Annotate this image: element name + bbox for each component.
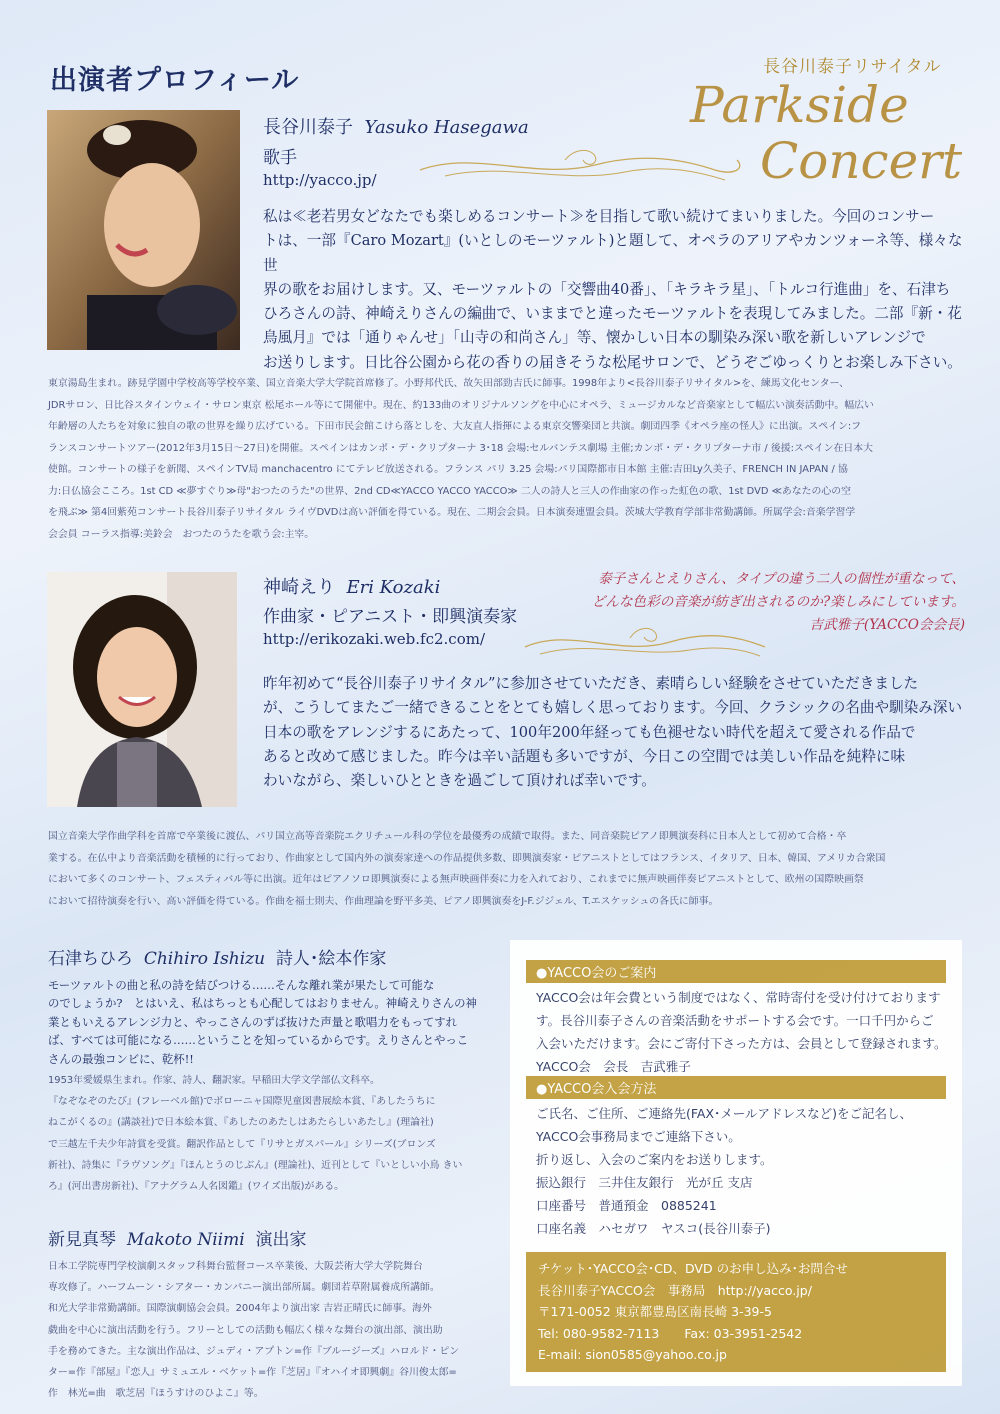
logo-subtitle: 長谷川泰子リサイタル: [763, 57, 942, 77]
info-line: 入会いただけます。会にご寄付下さった方は、会員として登録されます。: [536, 1036, 947, 1051]
p1-bio-line: 東京湯島生まれ。跡見学園中学校高等学校卒業、国立音楽大学大学院首席修了。小野邦代氏、故矢田部勁吉氏に師事。1998年より<長谷川泰子リサイタル>を、練馬文化センター、: [48, 378, 849, 389]
p2-name: [263, 573, 440, 599]
p4-bio-line: 和光大学非常勤講師。国際演劇協会会員。2004年より演出家 吉岩正晴氏に師事。海外: [48, 1303, 432, 1315]
logo-concert: Concert: [760, 132, 963, 190]
p1-intro-line: 鳥風月』では「通りゃんせ」「山寺の和尚さん」等、懐かしい日本の馴染み深い歌を新しいアレンジで: [263, 329, 926, 347]
p1-intro-line: ひろさんの詩、神崎えりさんの編曲で、いままでと違ったモーツァルトを表現してみました。二部『新・花: [263, 305, 962, 323]
info-line: 口座番号 普通預金 0885241: [536, 1198, 717, 1213]
p3-role: 詩人･絵本作家: [275, 949, 387, 969]
info-body-2: [526, 1099, 946, 1240]
p3-intro-line: ば、すべては可能になる……ということを知っているからです。えりさんとやっこ: [48, 1033, 469, 1048]
p2-intro-line: 日本の歌をアレンジするにあたって、100年200年経っても色褪せない時代を超えて愛される作品で: [263, 723, 916, 741]
p2-intro: [263, 672, 973, 793]
p2-intro-line: わいながら、楽しいひとときを過ごして頂ければ幸いです。: [263, 772, 656, 790]
p2-bio-line: において招待演奏を行い、高い評価を得ている。作曲を福士則夫、作曲理論を野平多美、ピアノ即興演奏をJ-F.ジジェル、T.エスケッシュの各氏に師事。: [48, 895, 719, 907]
contact-line[interactable]: 長谷川泰子YACCO会 事務局 http://yacco.jp/: [538, 1282, 812, 1298]
contact-line: Tel: 080-9582-7113 Fax: 03-3951-2542: [538, 1325, 803, 1341]
p1-bio: [48, 373, 968, 545]
p3-bio-line: 1953年愛媛県生まれ。作家、詩人、翻訳家。早稲田大学文学部仏文科卒。: [48, 1075, 380, 1086]
p2-bio: [48, 826, 968, 912]
p4-bio-line: 専攻修了。ハーフムーン・シアター・カンパニー演出部所属。劇団若草附属養成所講師。: [48, 1282, 440, 1294]
p1-intro-line: お送りします。日比谷公園から花の香りの届きそうな松尾サロンで、どうぞごゆっくりとお楽しみ下さい。: [263, 353, 962, 371]
p3-intro-line: 業ともいえるアレンジ力と、やっこさんのずば抜けた声量と歌唱力をもってすれ: [48, 1014, 458, 1029]
p3-bio-line: ろ』(河出書房新社)、『アナグラム人名図鑑』(ワイズ出版)がある。: [48, 1181, 344, 1193]
p1-intro-line: 界の歌をお届けします。又、モーツァルトの「交響曲40番」、「キラキラ星」、「トルコ行進曲」を、石津ち: [263, 280, 951, 298]
p3-bio: [48, 1070, 498, 1197]
info-line: YACCO会事務局までご連絡下さい。: [536, 1129, 741, 1144]
contact-email[interactable]: E-mail: sion0585@yahoo.co.jp: [538, 1347, 727, 1362]
contact-line: 〒171-0052 東京都豊島区南長崎 3-39-5: [538, 1304, 772, 1319]
p1-bio-line: 年齢層の人たちを対象に独自の歌の世界を繰り広げている。下田市民会館こけら落としを、大友直人指揮による東京交響楽団と共演。劇団四季《オペラ座の怪人》に出演。スペイン:フ: [48, 421, 862, 432]
info-line: 口座名義 ハセガワ ヤスコ(長谷川泰子): [536, 1221, 771, 1236]
p3-bio-line: 『なぞなぞのたび』(フレーベル館)でボローニャ国際児童図書展絵本賞、『あしたうちに: [48, 1096, 436, 1108]
p2-name-en: Eri Kozaki: [346, 577, 441, 598]
p1-name-jp: 長谷川泰子: [263, 117, 353, 138]
p4-bio-line: 日本工学院専門学校演劇スタッフ科舞台監督コース卒業後、大阪芸術大学大学院舞台: [48, 1261, 423, 1272]
info-line: YACCO会は年会費という制度ではなく、常時寄付を受け付けております: [536, 990, 941, 1005]
page-title: 出演者プロフィール: [50, 65, 300, 96]
p4-name-en: Makoto Niimi: [126, 1230, 245, 1250]
info-line: ご氏名、ご住所、ご連絡先(FAX･メールアドレスなど)をご記名し、: [536, 1106, 913, 1121]
p1-role: 歌手: [263, 148, 297, 168]
contact-box: [526, 1252, 946, 1372]
logo-parkside: Parkside: [690, 76, 909, 134]
p1-bio-line: 使館。コンサートの様子を新聞、スペインTV局 manchacentro にてテレビ放送される。フランス パリ 3.25 会場:パリ国際都市日本館 主催:吉田Ly久美子、FRENCH IN JAPAN / 協: [48, 464, 848, 475]
p1-bio-line: JDRサロン、日比谷スタインウェイ・サロン東京 松尾ホール等にて開催中。現在、約133曲のオリジナルソングを中心にオペラ、ミュージカルなど音楽家として幅広い演奏活動中。幅広い: [48, 399, 874, 411]
p4-bio-line: 戯曲を中心に演出活動を行う。フリーとしての活動も幅広く様々な舞台の演出部、演出助: [48, 1324, 443, 1336]
p3-intro-line: のでしょうか? とはいえ、私はちっとも心配してはおりません。神崎えりさんの神: [48, 996, 477, 1011]
p1-bio-line: 力:日仏協会こころ。1st CD ≪夢すぐり≫母"おつたのうた"の世界、2nd CD≪YACCO YACCO YACCO≫ 二人の詩人と三人の作曲家の作った虹色の歌、1st DVD ≪あなたの心の空: [48, 485, 852, 497]
p2-bio-line: 国立音楽大学作曲学科を首席で卒業後に渡仏、パリ国立高等音楽院エクリチュール科の学位を最優秀の成績で取得。また、同音楽院ピアノ即興演奏科に日本人として初めて合格・卒: [48, 831, 847, 842]
info-line: す。長谷川泰子さんの音楽活動をサポートする会です。一口千円からご: [536, 1013, 934, 1028]
photo-yasuko-hasegawa: [47, 110, 240, 350]
p3-bio-line: で三越左千夫少年詩賞を受賞。翻訳作品として『リサとガスパール』シリーズ(ブロンズ: [48, 1138, 436, 1150]
p3-name-jp: 石津ちひろ: [48, 949, 133, 969]
info-body-1: [526, 983, 946, 1078]
info-line: YACCO会 会長 吉武雅子: [536, 1059, 691, 1074]
p4-bio-line: 手を務めてきた。主な演出作品は、ジュディ・アプトン=作『ブルージーズ』ハロルド・ピン: [48, 1345, 460, 1357]
p3-name-en: Chihiro Ishizu: [143, 949, 266, 969]
p4-role: 演出家: [255, 1230, 307, 1250]
p1-name: [263, 113, 529, 139]
p3-bio-line: 新社)、詩集に『ラヴソング』『ほんとうのじぶん』(理論社)、近刊として『いとしい小鳥 きい: [48, 1159, 463, 1171]
photo-eri-kozaki: [47, 572, 237, 807]
quote-line: どんな色彩の音楽が紡ぎ出されるのか?楽しみにしています。: [591, 594, 965, 610]
p3-intro: [48, 976, 498, 1068]
p2-intro-line: が、こうしてまたご一緒できることをとても嬉しく思っております。今回、クラシックの名曲や馴染み深い: [263, 699, 963, 717]
p1-bio-line: 会会員 コーラス指導:美鈴会 おつたのうたを歌う会:主宰。: [48, 528, 315, 540]
p2-name-jp: 神崎えり: [263, 577, 335, 598]
p2-url[interactable]: http://erikozaki.web.fc2.com/: [263, 630, 486, 648]
p4-name: [48, 1225, 306, 1250]
p1-intro: [263, 205, 973, 375]
info-line: 振込銀行 三井住友銀行 光が丘 支店: [536, 1175, 753, 1190]
p1-intro-line: 私は≪老若男女どなたでも楽しめるコンサート≫を目指して歌い続けてまいりました。今回のコンサー: [263, 208, 935, 225]
p3-name: [48, 944, 386, 969]
p4-bio-line: ター=作『部屋』『恋人』サミュエル・ベケット=作『芝居』『オハイオ即興劇』谷川俊太郎=: [48, 1367, 457, 1379]
p1-bio-line: ランスコンサートツアー(2012年3月15日〜27日)を開催。スペインはカンポ・デ・クリプターナ 3･18 会場:セルバンテス劇場 主催;カンポ・デ・クリプターナ市 / 後援:スペイン在日本大: [48, 442, 873, 454]
p4-bio: [48, 1256, 498, 1404]
quote-line: 泰子さんとえりさん、タイプの違う二人の個性が重なって、: [598, 571, 965, 587]
swirl-ornament-icon: [415, 140, 755, 190]
contact-line: チケット･YACCO会･CD、DVD のお申し込み･お問合せ: [538, 1261, 848, 1276]
p2-bio-line: において多くのコンサート、フェスティバル等に出演。近年はピアノソロ即興演奏による無声映画伴奏に力を入れており、これまでに無声映画伴奏ピアニストとして、欧州の国際映画祭: [48, 874, 864, 885]
info-header-2: ●YACCO会入会方法: [526, 1076, 946, 1099]
info-header-1: ●YACCO会のご案内: [526, 960, 946, 983]
p3-bio-line: ねこがくるの』(講談社)で日本絵本賞、『あしたのあたしはあたらしいあたし』(理論社): [48, 1117, 434, 1129]
p1-bio-line: を飛ぶ≫ 第4回紫苑コンサート長谷川泰子リサイタル ライヴDVDは高い評価を得ている。現在、二期会会員。日本演奏連盟会員。茨城大学教育学部非常勤講師。所属学会:音楽学習学: [48, 507, 856, 518]
p1-url[interactable]: http://yacco.jp/: [263, 171, 377, 189]
p2-role: 作曲家・ピアニスト・即興演奏家: [263, 607, 518, 627]
info-section-1: [526, 960, 946, 1078]
quote-author: 吉武雅子(YACCO会会長): [809, 617, 965, 633]
info-section-2: [526, 1076, 946, 1240]
p4-bio-line: 作 林光=曲 歌芝居『ほうすけのひよこ』等。: [48, 1388, 264, 1400]
p3-intro-line: さんの最強コンビに、乾杯!!: [48, 1051, 194, 1066]
info-line: 折り返し、入会のご案内をお送りします。: [536, 1152, 773, 1167]
p3-intro-line: モーツァルトの曲と私の詩を結びつける……そんな離れ業が果たして可能な: [48, 978, 435, 992]
p2-intro-line: あると改めて感じました。昨今は辛い話題も多いですが、今日この空間では美しい作品を純粋に味: [263, 747, 906, 765]
info-box: [510, 940, 962, 1386]
p2-bio-line: 業する。在仏中より音楽活動を積極的に行っており、作曲家として国内外の演奏家達への作品提供多数、即興演奏家・ピアニストとしてはフランス、イタリア、日本、韓国、アメリカ合衆国: [48, 852, 886, 864]
p4-name-jp: 新見真琴: [48, 1230, 116, 1250]
p1-name-en: Yasuko Hasegawa: [364, 117, 529, 138]
p2-intro-line: 昨年初めて“長谷川泰子リサイタル”に参加させていただき、素晴らしい経験をさせていただきました: [263, 675, 919, 692]
swirl-ornament-icon: [520, 612, 780, 662]
p1-intro-line: トは、一部『Caro Mozart』(いとしのモーツァルト)と題して、オペラのアリアやカンツォーネ等、様々な世: [263, 232, 963, 274]
